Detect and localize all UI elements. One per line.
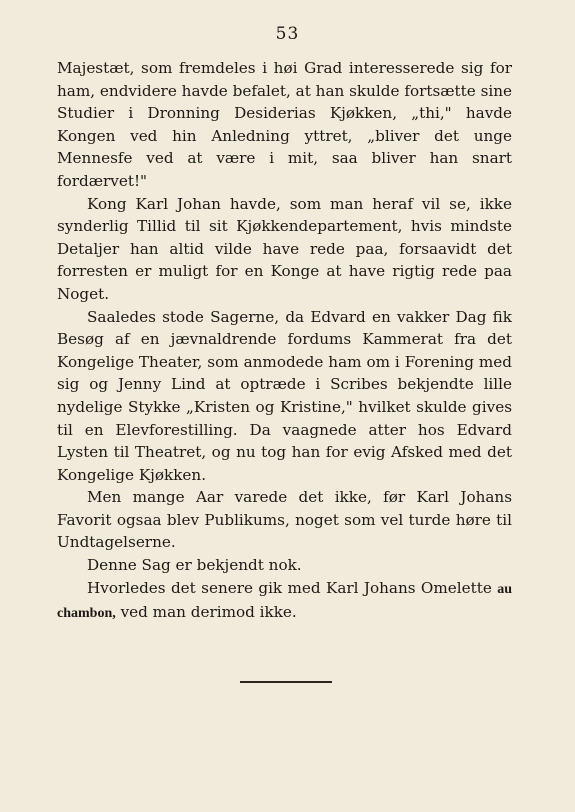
final-text-tail: ved man derimod ikke.: [120, 603, 297, 622]
paragraph: Kong Karl Johan havde, som man heraf vil se, ikke synderlig Tillid til sit Kjøkkendepartement, hvis mindste Detaljer han altid vilde have rede paa, forsaavidt det forresten er muligt for en Konge at have rigtig rede paa Noget.: [57, 194, 512, 303]
paragraph: Denne Sag er bekjendt nok.: [87, 556, 302, 575]
page-number: 53: [275, 24, 300, 44]
paragraph-final: [57, 577, 512, 626]
end-rule: [240, 681, 332, 683]
paragraph: Men mange Aar varede det ikke, før Karl Johans Favorit ogsaa blev Publikums, noget som vel turde høre til Undtagelserne.: [57, 488, 512, 552]
french-phrase: au chambon,: [57, 581, 513, 622]
paragraph: Saaledes stode Sagerne, da Edvard en vakker Dag fik Besøg af en jævnaldrende fordums Kammerat fra det Kongelige Theater, som anmodede ham om i Forening med sig og Jenny Lind at optræde i Scribes bekjendte lille nydelige Stykke „Kristen og Kristine," hvilket skulde gives til en Elevforestilling. Da vaagnede atter hos Edvard Lysten til Theatret, og nu tog han for evig Afsked med det Kongelige Kjøkken.: [57, 307, 512, 484]
final-text-lead: Hvorledes det senere gik med Karl Johans Omelette: [87, 578, 492, 597]
body-text: [57, 57, 512, 626]
paragraph-continued: Majestæt, som fremdeles i høi Grad interesserede sig for ham, endvidere havde befalet, at han skulde fortsætte sine Studier i Dronning Desiderias Kjøkken, „thi," havde Kongen ved hin Anledning yttret, „bliver det unge Mennesfe ved at være i mit, saa bliver han snart fordærvet!": [57, 59, 512, 190]
